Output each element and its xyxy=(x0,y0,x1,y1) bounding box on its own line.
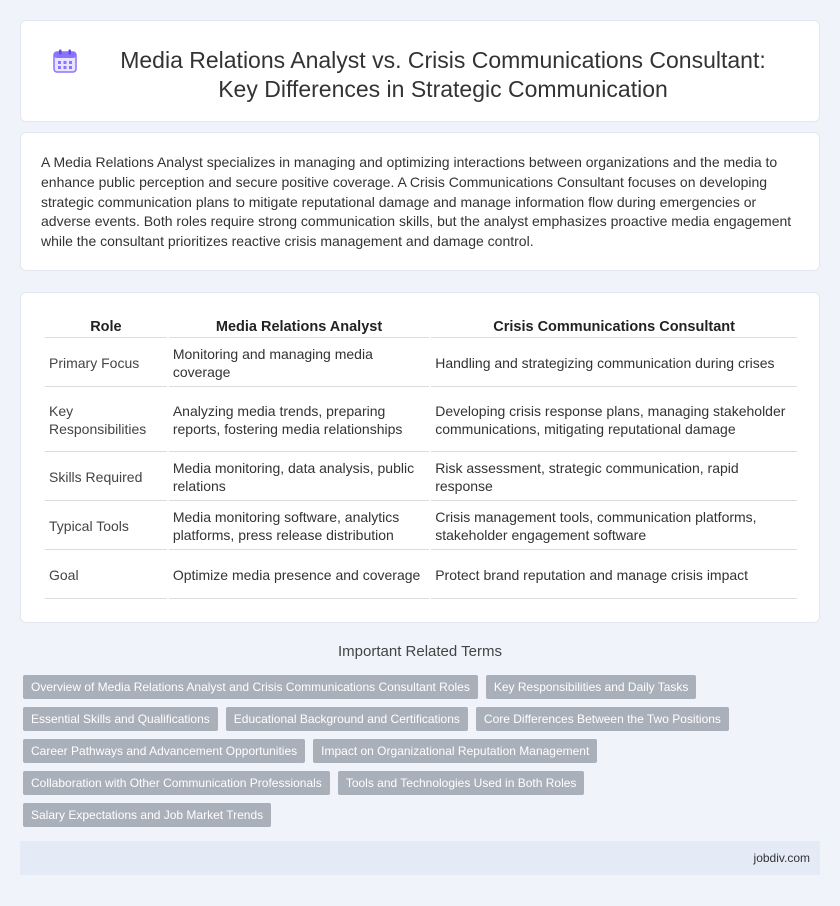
row-label: Typical Tools xyxy=(45,503,167,550)
related-tag[interactable]: Tools and Technologies Used in Both Roles xyxy=(338,771,585,795)
analyst-cell: Monitoring and managing media coverage xyxy=(169,340,429,387)
related-tag[interactable]: Core Differences Between the Two Positions xyxy=(476,707,729,731)
related-terms-tags xyxy=(23,675,823,835)
intro-paragraph: A Media Relations Analyst specializes in managing and optimizing interactions between organizations and the media to enhance public perception and secure positive coverage. A Crisis Communications Consultant focuses on developing strategic communication plans to mitigate reputational damage and manage information flow during emergencies or adverse events. Both roles require strong communication skills, but the analyst emphasizes proactive media engagement while the consultant prioritizes reactive crisis management and damage control. xyxy=(41,154,792,250)
header xyxy=(21,21,819,104)
analyst-cell: Media monitoring software, analytics platforms, press release distribution xyxy=(169,503,429,550)
related-tag[interactable]: Essential Skills and Qualifications xyxy=(23,707,218,731)
row-label: Key Responsibilities xyxy=(45,389,167,452)
row-label: Goal xyxy=(45,552,167,599)
calendar-icon xyxy=(52,48,78,74)
column-header-role: Role xyxy=(45,313,167,338)
row-label: Skills Required xyxy=(45,454,167,501)
column-header-analyst: Media Relations Analyst xyxy=(169,313,429,338)
related-tag[interactable]: Overview of Media Relations Analyst and Crisis Communications Consultant Roles xyxy=(23,675,478,699)
intro-card xyxy=(20,132,820,271)
consultant-cell: Crisis management tools, communication platforms, stakeholder engagement software xyxy=(431,503,797,550)
page-title: Media Relations Analyst vs. Crisis Communications Consultant: Key Differences in Strategic Communication xyxy=(120,47,766,102)
consultant-cell: Developing crisis response plans, managing stakeholder communications, mitigating reputational damage xyxy=(431,389,797,452)
footer xyxy=(20,841,820,875)
related-tag[interactable]: Key Responsibilities and Daily Tasks xyxy=(486,675,697,699)
analyst-cell: Media monitoring, data analysis, public relations xyxy=(169,454,429,501)
comparison-table xyxy=(43,311,799,601)
table-row xyxy=(45,454,797,501)
table-row xyxy=(45,389,797,452)
row-label: Primary Focus xyxy=(45,340,167,387)
consultant-cell: Protect brand reputation and manage crisis impact xyxy=(431,552,797,599)
related-tag[interactable]: Collaboration with Other Communication Professionals xyxy=(23,771,330,795)
analyst-cell: Analyzing media trends, preparing reports, fostering media relationships xyxy=(169,389,429,452)
header-card xyxy=(20,20,820,122)
consultant-cell: Risk assessment, strategic communication, rapid response xyxy=(431,454,797,501)
related-tag[interactable]: Career Pathways and Advancement Opportunities xyxy=(23,739,305,763)
comparison-card xyxy=(20,292,820,623)
table-header-row xyxy=(45,313,797,338)
related-tag[interactable]: Educational Background and Certifications xyxy=(226,707,468,731)
footer-site-link[interactable]: jobdiv.com xyxy=(753,851,810,865)
consultant-cell: Handling and strategizing communication during crises xyxy=(431,340,797,387)
column-header-consultant: Crisis Communications Consultant xyxy=(431,313,797,338)
related-terms-title: Important Related Terms xyxy=(338,643,502,660)
related-tag[interactable]: Salary Expectations and Job Market Trends xyxy=(23,803,271,827)
table-row xyxy=(45,552,797,599)
table-row xyxy=(45,340,797,387)
analyst-cell: Optimize media presence and coverage xyxy=(169,552,429,599)
table-row xyxy=(45,503,797,550)
related-tag[interactable]: Impact on Organizational Reputation Management xyxy=(313,739,597,763)
